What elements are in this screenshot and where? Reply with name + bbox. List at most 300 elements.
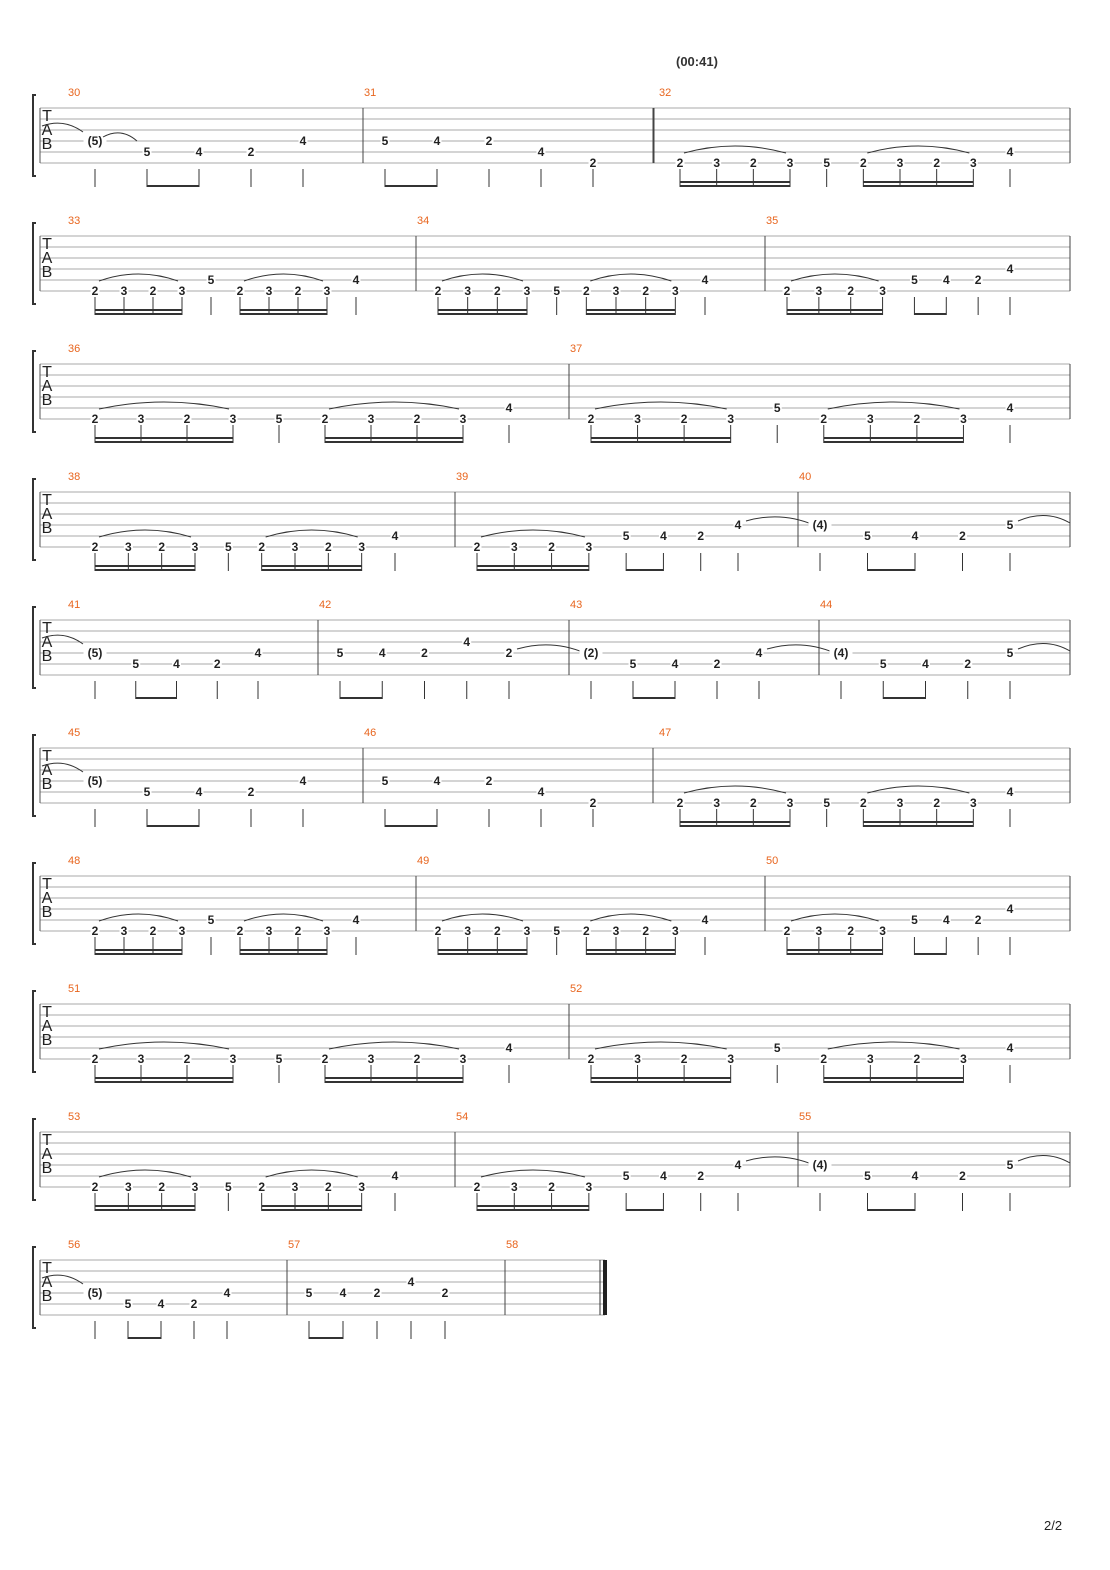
beam — [325, 441, 463, 443]
beam — [591, 437, 731, 439]
fret-number: 3 — [612, 284, 620, 298]
fret-number: 3 — [896, 796, 904, 810]
beam — [633, 697, 675, 699]
tie-arc — [746, 1157, 814, 1165]
timestamp-label: (00:41) — [676, 54, 718, 69]
beam — [824, 1081, 964, 1083]
beam — [586, 309, 675, 311]
fret-number: 4 — [734, 1158, 742, 1172]
measure-number: 42 — [319, 599, 332, 611]
fret-number: 4 — [1006, 902, 1014, 916]
fret-number: 2 — [548, 540, 555, 554]
fret-number: 4 — [157, 1297, 165, 1311]
fret-number: 4 — [195, 145, 203, 159]
fret-number: 2 — [582, 924, 590, 938]
fret-number: (5) — [87, 646, 103, 660]
measure-number: 58 — [506, 1239, 519, 1251]
fret-number: 3 — [969, 156, 977, 170]
beam — [586, 949, 675, 951]
fret-number: 2 — [258, 540, 266, 554]
fret-number: 3 — [523, 284, 531, 298]
fret-number: 4 — [660, 529, 667, 543]
fret-number: 5 — [622, 1169, 630, 1183]
tab-clef-letter: A — [41, 634, 53, 651]
fret-number: 2 — [582, 284, 590, 298]
beam — [914, 313, 946, 315]
measure-number: 30 — [68, 87, 81, 99]
measure-number: 39 — [456, 471, 469, 483]
system-bracket — [33, 479, 36, 560]
beam — [95, 1081, 233, 1083]
system-bracket — [33, 863, 36, 944]
fret-number: 3 — [124, 540, 132, 554]
beam — [824, 1077, 964, 1079]
beam — [95, 565, 195, 567]
system-bracket — [33, 351, 36, 432]
fret-number: 2 — [434, 284, 442, 298]
fret-number: 2 — [859, 156, 867, 170]
fret-number: 2 — [434, 924, 442, 938]
fret-number: 4 — [299, 134, 307, 148]
fret-number: 4 — [1006, 785, 1014, 799]
fret-number: 2 — [441, 1286, 449, 1300]
fret-number: 3 — [713, 796, 721, 810]
beam — [591, 441, 731, 443]
fret-number: 5 — [207, 273, 215, 287]
tab-clef-letter: T — [42, 620, 52, 637]
fret-number: 4 — [433, 774, 441, 788]
beam — [863, 821, 973, 823]
fret-number: 3 — [367, 412, 375, 426]
fret-number: 2 — [749, 156, 757, 170]
fret-number: 2 — [847, 924, 855, 938]
beam — [868, 1209, 916, 1211]
fret-number: 2 — [247, 785, 255, 799]
tab-clef-letter: B — [41, 520, 53, 537]
fret-number: 2 — [91, 284, 99, 298]
beam — [262, 565, 362, 567]
fret-number: 2 — [485, 774, 493, 788]
fret-number: 3 — [137, 412, 145, 426]
measure-number: 55 — [799, 1111, 812, 1123]
fret-number: 2 — [587, 412, 595, 426]
fret-number: 4 — [701, 913, 709, 927]
system-bracket — [33, 607, 36, 688]
fret-number: 2 — [697, 529, 705, 543]
fret-number: 5 — [143, 785, 151, 799]
tab-clef-letter: T — [42, 236, 52, 253]
measure-number: 32 — [659, 87, 672, 99]
fret-number: 2 — [190, 1297, 198, 1311]
fret-number: 2 — [236, 924, 244, 938]
fret-number: 5 — [553, 924, 561, 938]
fret-number: 2 — [324, 540, 332, 554]
measure-number: 45 — [68, 727, 81, 739]
fret-number: 3 — [510, 1180, 518, 1194]
fret-number: 3 — [459, 412, 467, 426]
beam — [680, 185, 790, 187]
fret-number: 4 — [942, 273, 950, 287]
beam — [591, 1077, 731, 1079]
fret-number: 3 — [120, 284, 128, 298]
fret-number: 3 — [960, 412, 967, 426]
fret-number: 5 — [336, 646, 344, 660]
beam — [863, 181, 973, 183]
beam — [95, 437, 233, 439]
beam — [883, 697, 925, 699]
measure-number: 43 — [570, 599, 583, 611]
fret-number: 4 — [671, 657, 679, 671]
measure-number: 38 — [68, 471, 81, 483]
fret-number: 2 — [642, 924, 650, 938]
fret-number: 3 — [358, 1180, 366, 1194]
measure-number: 33 — [68, 215, 81, 227]
fret-number: 4 — [299, 774, 307, 788]
fret-number: 3 — [191, 1180, 199, 1194]
beam — [340, 697, 382, 699]
beam — [680, 181, 790, 183]
fret-number: 3 — [585, 540, 593, 554]
fret-number: 3 — [265, 284, 273, 298]
beam — [325, 437, 463, 439]
fret-number: 3 — [879, 924, 886, 938]
fret-number: 2 — [847, 284, 855, 298]
tab-clef-letter: A — [41, 890, 53, 907]
fret-number: 2 — [294, 924, 302, 938]
fret-number: 5 — [381, 774, 389, 788]
measure-number: 36 — [68, 343, 81, 355]
fret-number: 3 — [879, 284, 886, 298]
tab-clef-letter: A — [41, 122, 53, 139]
fret-number: 5 — [1006, 518, 1014, 532]
fret-number: 4 — [195, 785, 203, 799]
fret-number: 2 — [493, 924, 501, 938]
beam — [95, 1077, 233, 1079]
fret-number: 3 — [634, 1052, 641, 1066]
system-bracket — [33, 1247, 36, 1328]
fret-number: 2 — [933, 796, 941, 810]
beam — [477, 569, 589, 571]
measure-number: 56 — [68, 1239, 81, 1251]
fret-number: 2 — [183, 1052, 191, 1066]
fret-number: 3 — [634, 412, 641, 426]
fret-number: 2 — [680, 1052, 688, 1066]
fret-number: 4 — [701, 273, 709, 287]
fret-number: 4 — [537, 785, 545, 799]
beam — [136, 697, 177, 699]
beam — [240, 313, 327, 315]
fret-number: 2 — [294, 284, 302, 298]
fret-number: 4 — [378, 646, 386, 660]
fret-number: 3 — [367, 1052, 375, 1066]
measure-number: 47 — [659, 727, 672, 739]
fret-number: 3 — [229, 1052, 237, 1066]
measure-number: 51 — [68, 983, 81, 995]
tab-clef-letter: A — [41, 1274, 53, 1291]
beam — [262, 1205, 362, 1207]
fret-number: 2 — [820, 1052, 828, 1066]
fret-number: 5 — [275, 412, 283, 426]
fret-number: 3 — [866, 412, 874, 426]
fret-number: 5 — [305, 1286, 313, 1300]
measure-number: 35 — [766, 215, 779, 227]
fret-number: 3 — [291, 540, 299, 554]
fret-number: 2 — [913, 412, 921, 426]
beam — [787, 953, 883, 955]
fret-number: 4 — [942, 913, 950, 927]
measure-number: 53 — [68, 1111, 81, 1123]
fret-number: 5 — [864, 1169, 871, 1183]
tab-clef-letter: A — [41, 1018, 53, 1035]
fret-number: 4 — [1006, 1041, 1014, 1055]
beam — [591, 1081, 731, 1083]
fret-number: 2 — [91, 924, 99, 938]
fret-number: 4 — [537, 145, 545, 159]
fret-number: 4 — [352, 273, 360, 287]
fret-number: 3 — [612, 924, 620, 938]
fret-number: 5 — [629, 657, 637, 671]
fret-number: 2 — [974, 913, 982, 927]
fret-number: 2 — [373, 1286, 381, 1300]
fret-number: 2 — [859, 796, 867, 810]
fret-number: 3 — [323, 924, 331, 938]
fret-number: 2 — [974, 273, 982, 287]
fret-number: 5 — [1006, 1158, 1014, 1172]
system-bracket — [33, 95, 36, 176]
fret-number: 3 — [960, 1052, 967, 1066]
measure-number: 50 — [766, 855, 779, 867]
tie-arc — [517, 645, 585, 653]
fret-number: 4 — [433, 134, 441, 148]
tab-clef-letter: T — [42, 1132, 52, 1149]
measure-number: 44 — [820, 599, 833, 611]
tab-clef-letter: T — [42, 108, 52, 125]
fret-number: 2 — [91, 540, 99, 554]
tab-clef-letter: T — [42, 492, 52, 509]
fret-number: 3 — [191, 540, 199, 554]
fret-number: 4 — [463, 635, 471, 649]
tie-arc — [103, 133, 137, 141]
beam — [309, 1337, 343, 1339]
tie-arc — [1018, 1155, 1070, 1163]
beam — [863, 825, 973, 827]
fret-number: (2) — [583, 646, 599, 660]
beam — [325, 1077, 463, 1079]
fret-number: 2 — [783, 284, 791, 298]
fret-number: 2 — [783, 924, 791, 938]
measure-number: 49 — [417, 855, 430, 867]
tab-clef-letter: A — [41, 250, 53, 267]
beam — [95, 1209, 195, 1211]
fret-number: 2 — [964, 657, 972, 671]
fret-number: 5 — [124, 1297, 132, 1311]
fret-number: 4 — [352, 913, 360, 927]
fret-number: 5 — [879, 657, 887, 671]
fret-number: 4 — [254, 646, 262, 660]
fret-number: 3 — [896, 156, 904, 170]
fret-number: 2 — [589, 796, 597, 810]
fret-number: 3 — [323, 284, 331, 298]
tab-clef-letter: A — [41, 1146, 53, 1163]
beam — [477, 565, 589, 567]
beam — [95, 313, 182, 315]
beam — [787, 949, 883, 951]
fret-number: 3 — [265, 924, 273, 938]
fret-number: 3 — [291, 1180, 299, 1194]
tab-clef-letter: A — [41, 506, 53, 523]
beam — [385, 185, 437, 187]
fret-number: 2 — [589, 156, 597, 170]
tab-clef-letter: T — [42, 1004, 52, 1021]
fret-number: 3 — [464, 284, 472, 298]
fret-number: 3 — [137, 1052, 145, 1066]
measure-number: 37 — [570, 343, 583, 355]
beam — [868, 569, 916, 571]
fret-number: 2 — [913, 1052, 921, 1066]
tab-clef-letter: B — [41, 264, 53, 281]
tie-arc — [1018, 643, 1070, 651]
fret-number: 3 — [866, 1052, 874, 1066]
fret-number: (4) — [812, 1158, 828, 1172]
final-barline-thick — [603, 1260, 607, 1315]
fret-number: 2 — [213, 657, 221, 671]
fret-number: 2 — [91, 1180, 99, 1194]
fret-number: 2 — [548, 1180, 555, 1194]
fret-number: 3 — [786, 156, 794, 170]
fret-number: 5 — [1006, 646, 1014, 660]
beam — [586, 953, 675, 955]
beam — [680, 825, 790, 827]
fret-number: 2 — [236, 284, 244, 298]
measure-number: 48 — [68, 855, 81, 867]
fret-number: 2 — [413, 412, 421, 426]
fret-number: 5 — [143, 145, 151, 159]
fret-number: 3 — [124, 1180, 132, 1194]
measure-number: 52 — [570, 983, 583, 995]
tab-clef-letter: B — [41, 776, 53, 793]
measure-number: 46 — [364, 727, 377, 739]
fret-number: 2 — [493, 284, 501, 298]
fret-number: (5) — [87, 1286, 103, 1300]
fret-number: 5 — [823, 796, 831, 810]
fret-number: 5 — [207, 913, 215, 927]
fret-number: 3 — [713, 156, 721, 170]
beam — [95, 1205, 195, 1207]
fret-number: 4 — [505, 1041, 513, 1055]
tab-clef-letter: T — [42, 1260, 52, 1277]
page-number: 2/2 — [1044, 1518, 1063, 1533]
beam — [147, 185, 199, 187]
fret-number: 4 — [391, 529, 399, 543]
beam — [95, 309, 182, 311]
fret-number: 2 — [713, 657, 721, 671]
fret-number: 3 — [523, 924, 531, 938]
fret-number: 5 — [622, 529, 630, 543]
fret-number: 3 — [815, 924, 823, 938]
fret-number: 5 — [864, 529, 871, 543]
beam — [95, 441, 233, 443]
tie-arc — [746, 517, 814, 525]
fret-number: 2 — [158, 540, 166, 554]
beam — [787, 309, 883, 311]
fret-number: 4 — [505, 401, 513, 415]
fret-number: 5 — [224, 540, 232, 554]
fret-number: 2 — [680, 412, 688, 426]
beam — [626, 1209, 663, 1211]
fret-number: 4 — [1006, 401, 1014, 415]
tab-clef-letter: B — [41, 648, 53, 665]
fret-number: 2 — [321, 1052, 329, 1066]
fret-number: 4 — [339, 1286, 347, 1300]
measure-number: 54 — [456, 1111, 469, 1123]
beam — [95, 953, 182, 955]
beam — [438, 313, 527, 315]
beam — [914, 953, 946, 955]
fret-number: 2 — [959, 529, 966, 543]
beam — [240, 309, 327, 311]
fret-number: 2 — [642, 284, 650, 298]
fret-number: (4) — [833, 646, 849, 660]
fret-number: 4 — [922, 657, 929, 671]
fret-number: 2 — [820, 412, 828, 426]
fret-number: 2 — [324, 1180, 332, 1194]
beam — [385, 825, 437, 827]
tab-clef-letter: A — [41, 378, 53, 395]
beam — [95, 569, 195, 571]
fret-number: 2 — [247, 145, 255, 159]
beam — [477, 1205, 589, 1207]
beam — [240, 953, 327, 955]
fret-number: 2 — [587, 1052, 595, 1066]
tab-clef-letter: B — [41, 904, 53, 921]
beam — [626, 569, 663, 571]
fret-number: 2 — [258, 1180, 266, 1194]
fret-number: (5) — [87, 134, 103, 148]
fret-number: 5 — [381, 134, 389, 148]
tab-clef-letter: T — [42, 876, 52, 893]
beam — [147, 825, 199, 827]
fret-number: 4 — [407, 1275, 415, 1289]
fret-number: 2 — [697, 1169, 705, 1183]
tab-clef-letter: B — [41, 1288, 53, 1305]
fret-number: 4 — [173, 657, 180, 671]
fret-number: 3 — [727, 412, 735, 426]
fret-number: 3 — [671, 924, 679, 938]
fret-number: 2 — [485, 134, 493, 148]
tab-clef-letter: B — [41, 1032, 53, 1049]
fret-number: (4) — [812, 518, 828, 532]
fret-number: 3 — [358, 540, 366, 554]
tab-clef-letter: A — [41, 762, 53, 779]
fret-number: 3 — [229, 412, 237, 426]
fret-number: 3 — [786, 796, 794, 810]
tie-arc — [767, 645, 835, 653]
tab-clef-letter: T — [42, 364, 52, 381]
fret-number: 3 — [178, 284, 186, 298]
fret-number: 3 — [815, 284, 823, 298]
fret-number: 3 — [464, 924, 472, 938]
measure-number: 40 — [799, 471, 812, 483]
beam — [262, 569, 362, 571]
fret-number: 4 — [223, 1286, 231, 1300]
fret-number: 5 — [911, 273, 918, 287]
fret-number: 2 — [149, 924, 157, 938]
fret-number: 4 — [734, 518, 742, 532]
system-bracket — [33, 735, 36, 816]
fret-number: 2 — [183, 412, 191, 426]
fret-number: 2 — [749, 796, 757, 810]
fret-number: 3 — [671, 284, 679, 298]
